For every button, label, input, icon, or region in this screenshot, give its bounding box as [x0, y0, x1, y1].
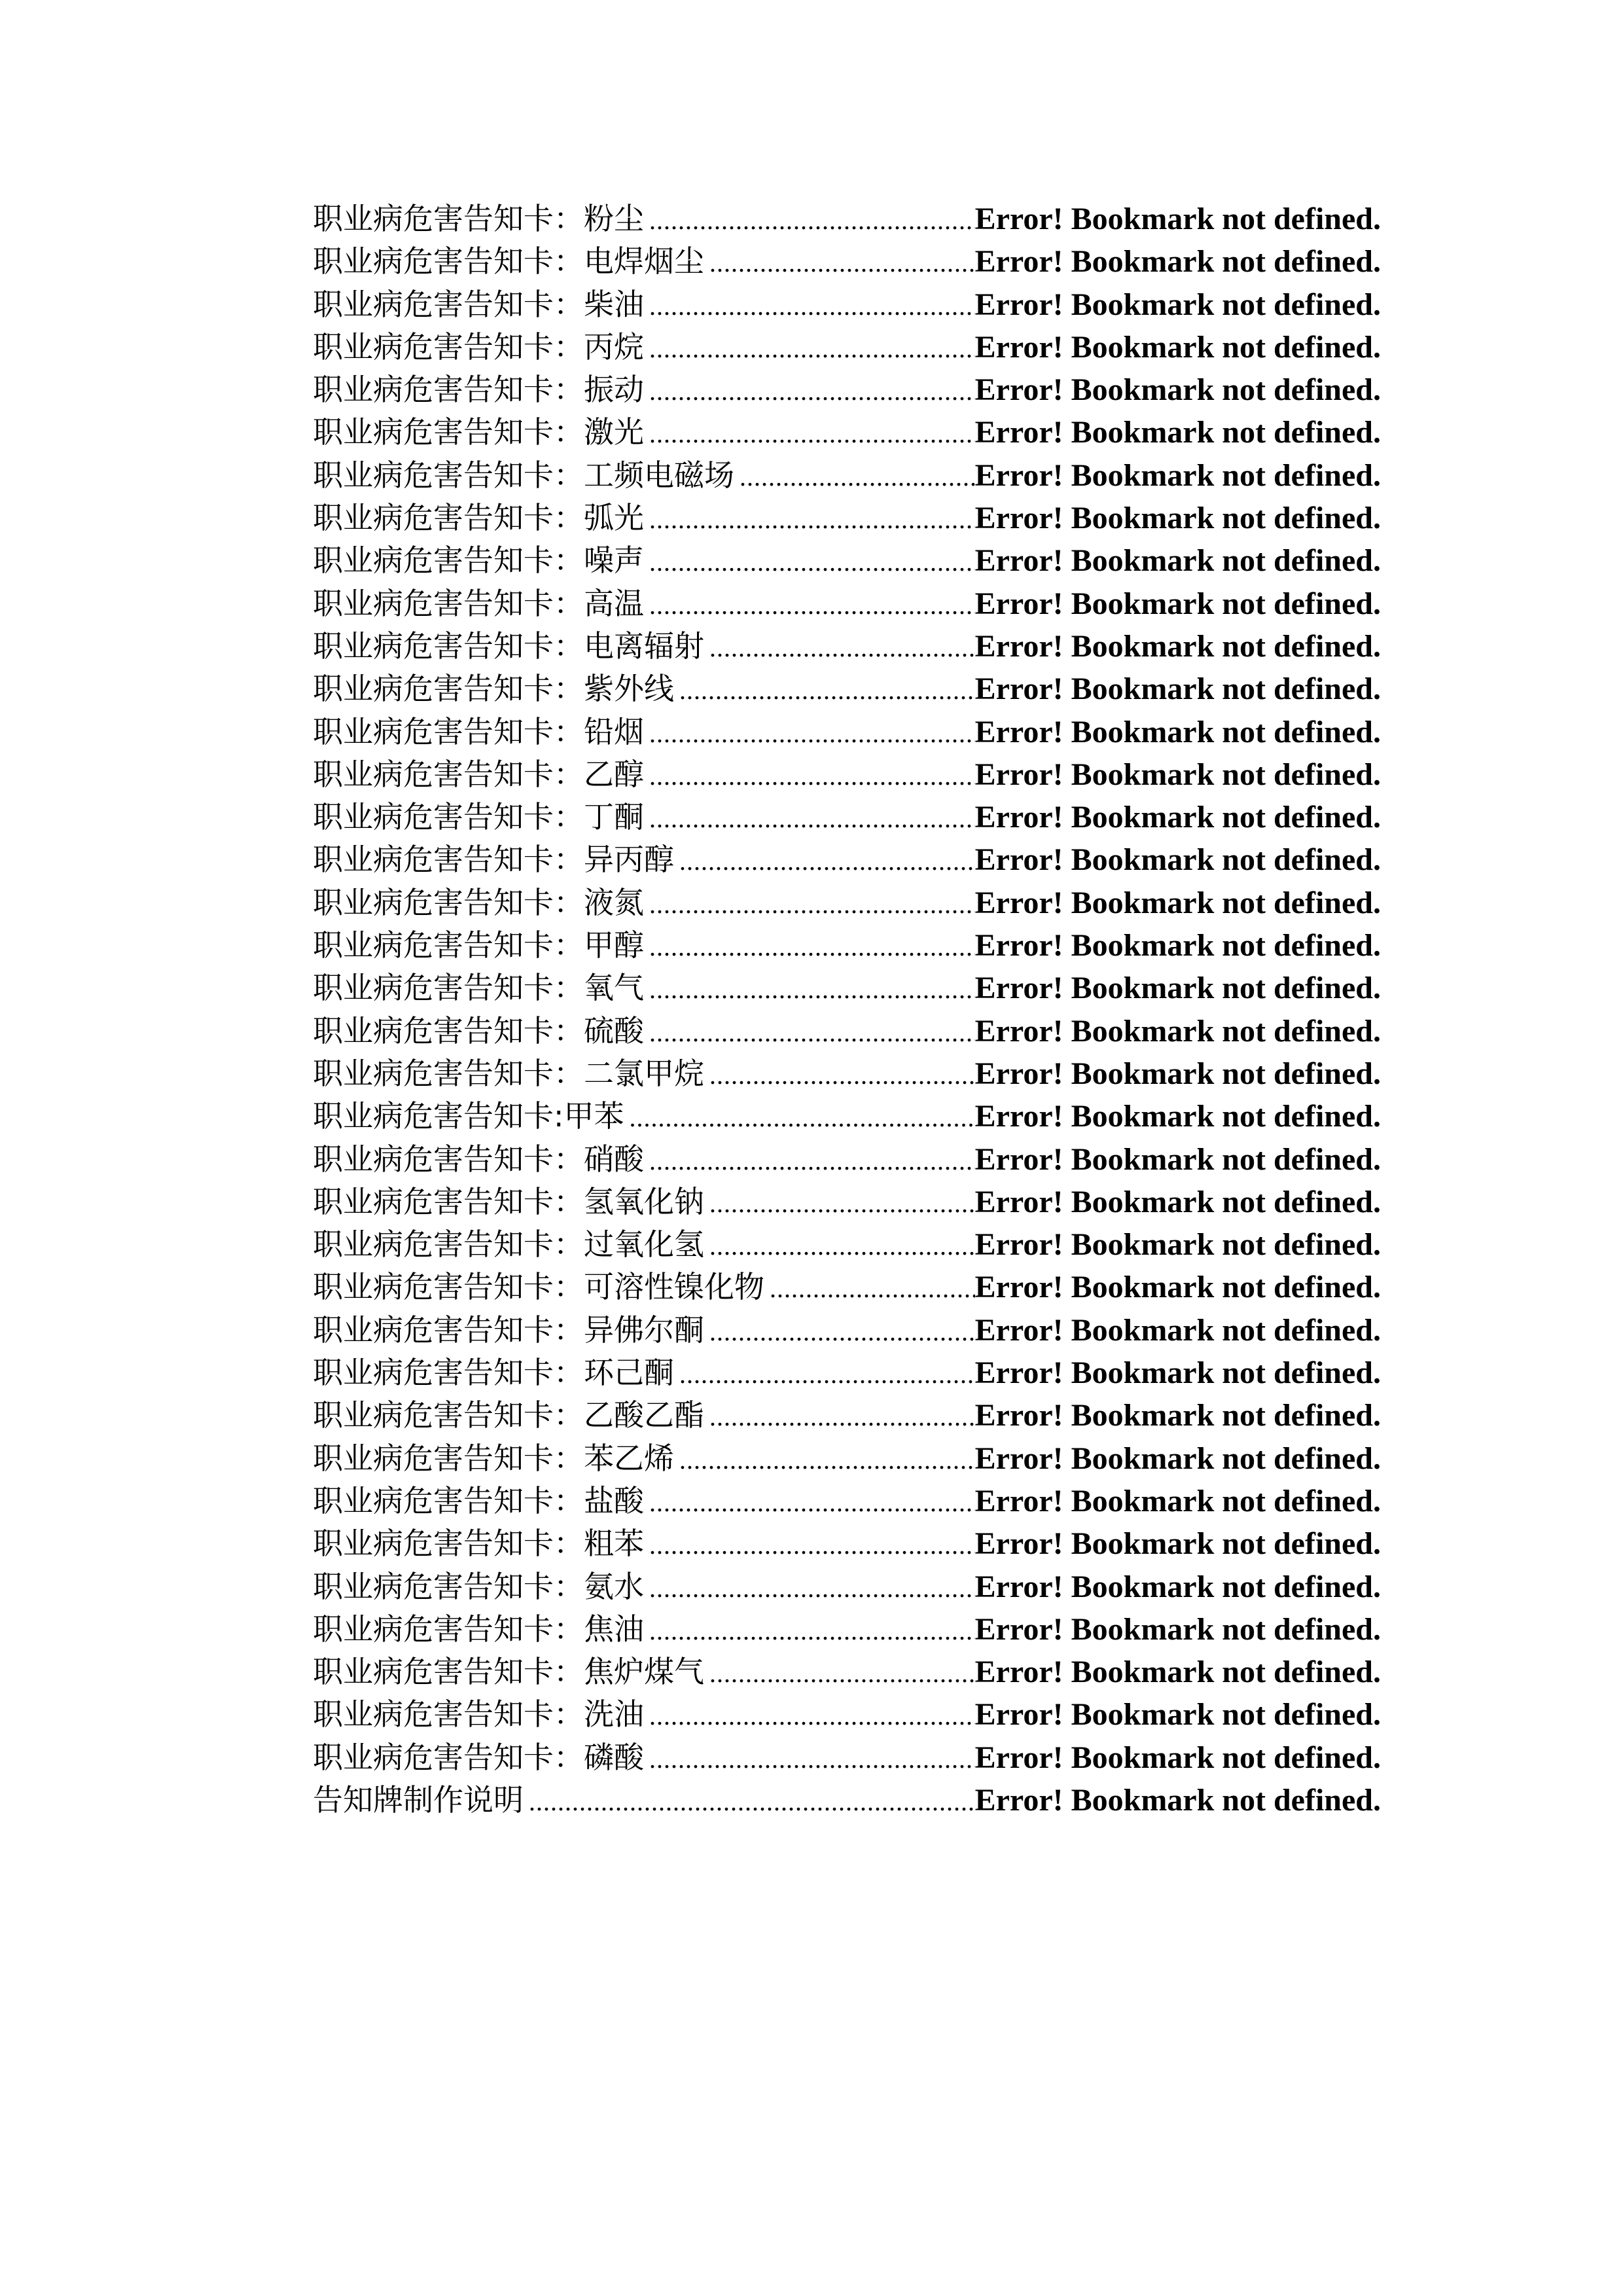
- toc-entry-title: 职业病危害告知卡：焦炉煤气: [313, 1654, 704, 1690]
- toc-entry[interactable]: [313, 240, 1381, 283]
- dot-leader: [709, 1182, 975, 1225]
- dot-leader: [649, 1567, 975, 1609]
- toc-entry[interactable]: [313, 497, 1381, 539]
- toc-entry-title: 职业病危害告知卡：振动: [313, 372, 644, 408]
- dot-leader: [649, 1524, 975, 1566]
- toc-entry-title: 职业病危害告知卡：磷酸: [313, 1739, 644, 1775]
- toc-entry-title: 职业病危害告知卡：焦油: [313, 1611, 644, 1647]
- toc-entry-title: 职业病危害告知卡：液氮: [313, 884, 644, 920]
- toc-entry-title: 职业病危害告知卡：高温: [313, 585, 644, 621]
- dot-leader: [649, 498, 975, 541]
- toc-entry-page-ref: Error! Bookmark not defined.: [974, 1526, 1381, 1562]
- toc-entry-page-ref: Error! Bookmark not defined.: [974, 1013, 1381, 1049]
- toc-entry-page-ref: Error! Bookmark not defined.: [974, 372, 1381, 408]
- dot-leader: [679, 1439, 975, 1481]
- toc-entry-page-ref: Error! Bookmark not defined.: [974, 757, 1381, 792]
- toc-entry[interactable]: [313, 1181, 1381, 1223]
- toc-entry-title: 职业病危害告知卡：铅烟: [313, 713, 644, 749]
- toc-entry-page-ref: Error! Bookmark not defined.: [974, 457, 1381, 493]
- toc-entry-page-ref: Error! Bookmark not defined.: [974, 543, 1381, 579]
- toc-entry-page-ref: Error! Bookmark not defined.: [974, 800, 1381, 835]
- toc-entry-title: 职业病危害告知卡：甲醇: [313, 927, 644, 963]
- toc-entry-page-ref: Error! Bookmark not defined.: [974, 1056, 1381, 1091]
- toc-entry-title: 职业病危害告知卡：电离辐射: [313, 628, 704, 664]
- dot-leader: [679, 669, 975, 711]
- toc-entry-page-ref: Error! Bookmark not defined.: [974, 244, 1381, 279]
- toc-entry-page-ref: Error! Bookmark not defined.: [974, 1099, 1381, 1134]
- toc-entry-page-ref: Error! Bookmark not defined.: [974, 1441, 1381, 1476]
- toc-entry[interactable]: [313, 838, 1381, 881]
- toc-entry-page-ref: Error! Bookmark not defined.: [974, 501, 1381, 536]
- toc-entry-title: 职业病危害告知卡：激光: [313, 414, 644, 450]
- dot-leader: [649, 968, 975, 1011]
- dot-leader: [649, 285, 975, 327]
- toc-entry-page-ref: Error! Bookmark not defined.: [974, 1270, 1381, 1305]
- dot-leader: [709, 1652, 975, 1695]
- toc-entry[interactable]: [313, 454, 1381, 497]
- toc-entry-page-ref: Error! Bookmark not defined.: [974, 1483, 1381, 1518]
- dot-leader: [709, 1225, 975, 1267]
- dot-leader: [649, 327, 975, 370]
- toc-entry-title: 职业病危害告知卡：氧气: [313, 970, 644, 1006]
- toc-entry[interactable]: [313, 1522, 1381, 1565]
- toc-entry-title: 职业病危害告知卡：盐酸: [313, 1482, 644, 1518]
- toc-entry-title: 职业病危害告知卡：过氧化氢: [313, 1227, 704, 1263]
- toc-entry[interactable]: [313, 1052, 1381, 1095]
- toc-entry[interactable]: [313, 1779, 1381, 1821]
- toc-entry[interactable]: [313, 583, 1381, 625]
- dot-leader: [709, 1310, 975, 1353]
- dot-leader: [630, 1096, 975, 1139]
- toc-entry-page-ref: Error! Bookmark not defined.: [974, 928, 1381, 963]
- toc-entry[interactable]: [313, 1309, 1381, 1352]
- toc-entry-title: 职业病危害告知卡：弧光: [313, 500, 644, 536]
- toc-entry-title: 职业病危害告知卡：粉尘: [313, 201, 644, 236]
- dot-leader: [529, 1780, 975, 1823]
- toc-entry[interactable]: [313, 1352, 1381, 1394]
- toc-entry[interactable]: [313, 1693, 1381, 1736]
- dot-leader: [679, 1353, 975, 1395]
- toc-entry[interactable]: [313, 1651, 1381, 1693]
- toc-entry-page-ref: Error! Bookmark not defined.: [974, 1184, 1381, 1219]
- toc-entry-title: 职业病危害告知卡：丙烷: [313, 329, 644, 365]
- toc-entry[interactable]: [313, 753, 1381, 796]
- dot-leader: [740, 456, 975, 498]
- dot-leader: [649, 755, 975, 797]
- toc-entry[interactable]: [313, 1223, 1381, 1266]
- toc-entry[interactable]: [313, 924, 1381, 967]
- dot-leader: [649, 199, 975, 242]
- toc-entry[interactable]: [313, 1394, 1381, 1437]
- toc-entry-page-ref: Error! Bookmark not defined.: [974, 1740, 1381, 1775]
- dot-leader: [649, 1139, 975, 1182]
- toc-entry[interactable]: [313, 882, 1381, 924]
- table-of-contents: [313, 198, 1381, 1821]
- dot-leader: [649, 541, 975, 583]
- dot-leader: [649, 1011, 975, 1054]
- dot-leader: [709, 1054, 975, 1096]
- dot-leader: [649, 1738, 975, 1780]
- toc-entry[interactable]: [313, 711, 1381, 753]
- toc-entry[interactable]: [313, 796, 1381, 838]
- toc-entry[interactable]: [313, 1010, 1381, 1052]
- toc-entry-title: 职业病危害告知卡：硫酸: [313, 1013, 644, 1049]
- toc-entry[interactable]: [313, 625, 1381, 668]
- dot-leader: [649, 1481, 975, 1524]
- toc-entry[interactable]: [313, 368, 1381, 411]
- toc-entry-page-ref: Error! Bookmark not defined.: [974, 628, 1381, 664]
- toc-entry-title: 职业病危害告知卡：二氯甲烷: [313, 1055, 704, 1091]
- toc-entry[interactable]: [313, 198, 1381, 240]
- toc-entry[interactable]: [313, 967, 1381, 1009]
- toc-entry-page-ref: Error! Bookmark not defined.: [974, 202, 1381, 236]
- dot-leader: [709, 1395, 975, 1438]
- toc-entry-page-ref: Error! Bookmark not defined.: [974, 1782, 1381, 1818]
- toc-entry-title: 职业病危害告知卡：洗油: [313, 1696, 644, 1732]
- toc-entry-page-ref: Error! Bookmark not defined.: [974, 714, 1381, 749]
- toc-entry[interactable]: [313, 668, 1381, 710]
- dot-leader: [649, 883, 975, 925]
- dot-leader: [709, 242, 975, 284]
- dot-leader: [679, 840, 975, 882]
- toc-entry-title: 职业病危害告知卡：丁酮: [313, 799, 644, 835]
- dot-leader: [649, 1609, 975, 1652]
- toc-entry-title: 职业病危害告知卡：苯乙烯: [313, 1440, 674, 1476]
- dot-leader: [649, 712, 975, 755]
- toc-entry-page-ref: Error! Bookmark not defined.: [974, 1655, 1381, 1690]
- toc-entry-page-ref: Error! Bookmark not defined.: [974, 586, 1381, 621]
- toc-entry[interactable]: [313, 1608, 1381, 1651]
- toc-entry-page-ref: Error! Bookmark not defined.: [974, 415, 1381, 450]
- toc-entry-page-ref: Error! Bookmark not defined.: [974, 329, 1381, 365]
- toc-entry-title: 职业病危害告知卡：噪声: [313, 543, 644, 579]
- toc-entry-title: 告知牌制作说明: [313, 1782, 524, 1818]
- toc-entry-title: 职业病危害告知卡：粗苯: [313, 1526, 644, 1562]
- toc-entry[interactable]: [313, 1480, 1381, 1522]
- toc-entry-page-ref: Error! Bookmark not defined.: [974, 971, 1381, 1006]
- dot-leader: [649, 584, 975, 626]
- toc-entry-page-ref: Error! Bookmark not defined.: [974, 842, 1381, 878]
- toc-entry-title: 职业病危害告知卡：硝酸: [313, 1141, 644, 1177]
- toc-entry[interactable]: [313, 1736, 1381, 1779]
- toc-entry-page-ref: Error! Bookmark not defined.: [974, 1355, 1381, 1391]
- toc-entry-page-ref: Error! Bookmark not defined.: [974, 287, 1381, 322]
- toc-entry-title: 职业病危害告知卡：环己酮: [313, 1355, 674, 1391]
- toc-entry[interactable]: [313, 1566, 1381, 1608]
- dot-leader: [649, 370, 975, 412]
- dot-leader: [649, 1695, 975, 1737]
- toc-entry-title: 职业病危害告知卡：乙酸乙酯: [313, 1397, 704, 1433]
- toc-entry-page-ref: Error! Bookmark not defined.: [974, 1697, 1381, 1732]
- toc-entry-page-ref: Error! Bookmark not defined.: [974, 1312, 1381, 1348]
- toc-entry-title: 职业病危害告知卡：柴油: [313, 286, 644, 322]
- toc-entry[interactable]: [313, 283, 1381, 326]
- toc-entry-page-ref: Error! Bookmark not defined.: [974, 1141, 1381, 1177]
- toc-entry-title: 职业病危害告知卡：工频电磁场: [313, 457, 734, 493]
- toc-entry-title: 职业病危害告知卡：可溶性镍化物: [313, 1269, 764, 1305]
- toc-entry[interactable]: [313, 1266, 1381, 1308]
- toc-entry-page-ref: Error! Bookmark not defined.: [974, 1227, 1381, 1263]
- toc-entry[interactable]: [313, 1437, 1381, 1480]
- toc-entry-title: 职业病危害告知卡:甲苯: [313, 1098, 624, 1134]
- toc-entry-page-ref: Error! Bookmark not defined.: [974, 1611, 1381, 1647]
- toc-entry-page-ref: Error! Bookmark not defined.: [974, 885, 1381, 920]
- toc-entry[interactable]: [313, 539, 1381, 582]
- toc-entry-page-ref: Error! Bookmark not defined.: [974, 672, 1381, 707]
- toc-entry-title: 职业病危害告知卡：氨水: [313, 1568, 644, 1604]
- toc-entry-title: 职业病危害告知卡：紫外线: [313, 671, 674, 707]
- toc-entry[interactable]: [313, 326, 1381, 368]
- toc-entry-page-ref: Error! Bookmark not defined.: [974, 1398, 1381, 1433]
- toc-entry-title: 职业病危害告知卡：异佛尔酮: [313, 1312, 704, 1348]
- toc-entry-title: 职业病危害告知卡：氢氧化钠: [313, 1183, 704, 1219]
- toc-entry-title: 职业病危害告知卡：电焊烟尘: [313, 243, 704, 279]
- dot-leader: [770, 1267, 975, 1310]
- dot-leader: [649, 797, 975, 840]
- toc-entry-title: 职业病危害告知卡：乙醇: [313, 756, 644, 792]
- toc-entry[interactable]: [313, 1095, 1381, 1138]
- dot-leader: [709, 626, 975, 669]
- dot-leader: [649, 412, 975, 455]
- toc-entry[interactable]: [313, 411, 1381, 454]
- toc-entry[interactable]: [313, 1138, 1381, 1181]
- toc-entry-page-ref: Error! Bookmark not defined.: [974, 1569, 1381, 1604]
- toc-entry-title: 职业病危害告知卡：异丙醇: [313, 842, 674, 878]
- dot-leader: [649, 925, 975, 968]
